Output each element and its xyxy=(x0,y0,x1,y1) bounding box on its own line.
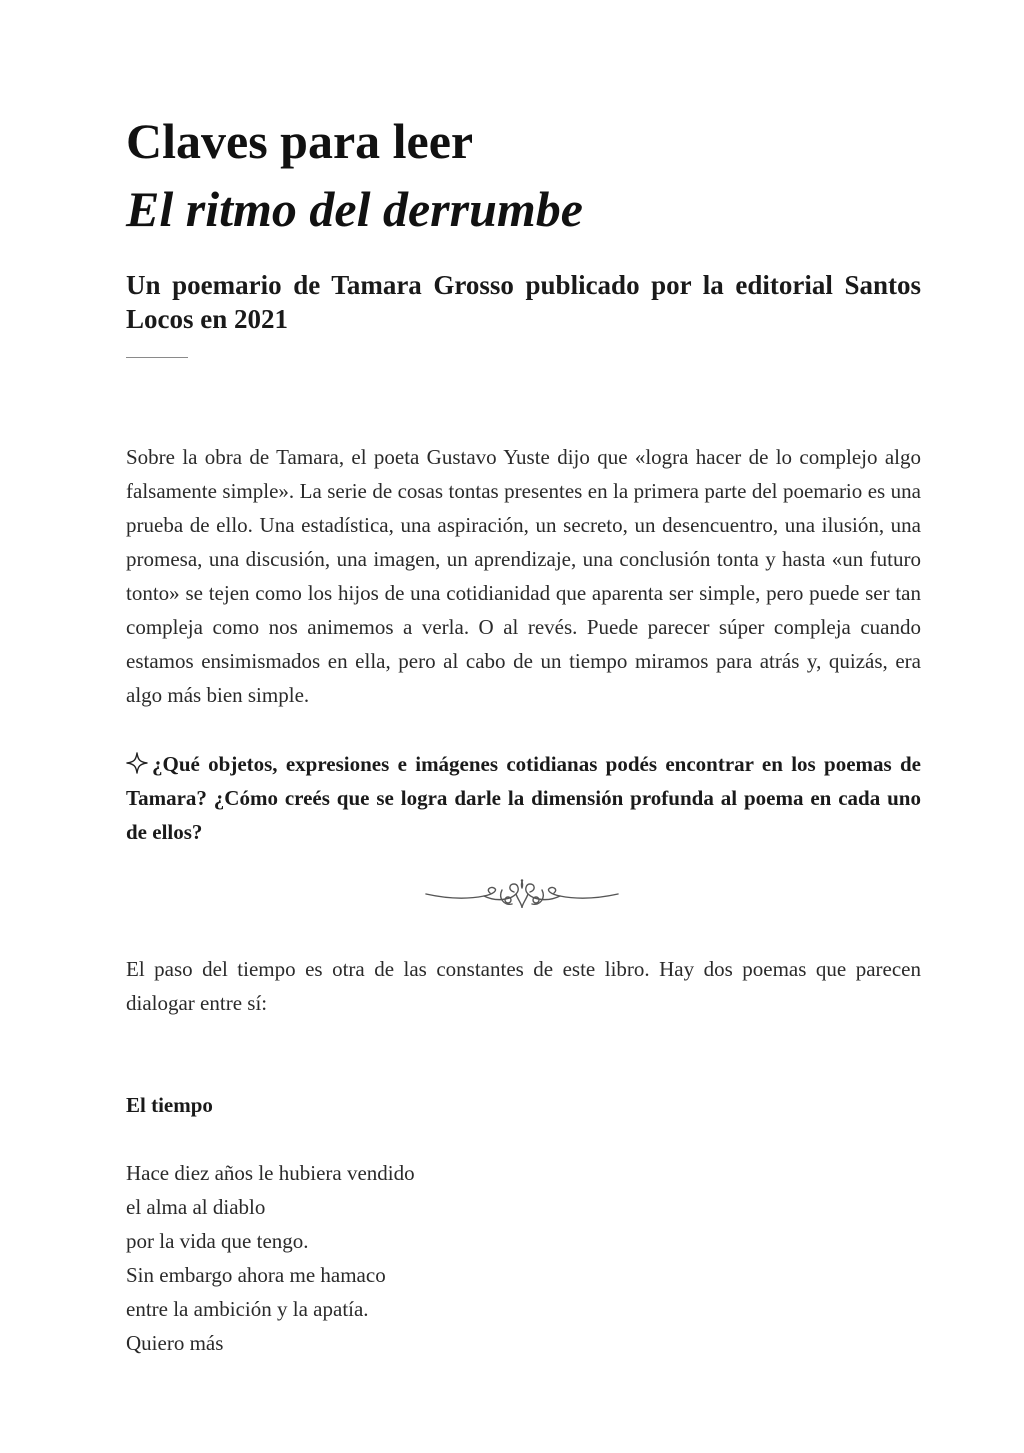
page-title: Claves para leer xyxy=(126,113,474,169)
flourish-ornament-icon xyxy=(424,878,620,912)
intro-paragraph: Sobre la obra de Tamara, el poeta Gustavo Yuste dijo que «logra hacer de lo complejo algo falsamente simple». La serie de cosas tontas presentes en la primera parte del poemario es una prueba de ello. Una estadística, una aspiración, un secreto, un desencuentro, una ilusión, una promesa, una discusión, una imagen, un aprendizaje, una conclusión tonta y hasta «un futuro tonto» se tejen como los hijos de una cotidianidad que aparenta ser simple, pero puede ser tan compleja como nos animemos a verla. O al revés. Puede parecer súper compleja cuando estamos ensimismados en ella, pero al cabo de un tiempo miramos para atrás y, quizás, era algo más bien simple. xyxy=(126,445,921,707)
book-title: El ritmo del derrumbe xyxy=(126,181,583,237)
poem-line: el alma al diablo xyxy=(126,1195,266,1219)
poem-line: por la vida que tengo. xyxy=(126,1229,309,1253)
reading-question xyxy=(126,747,921,849)
section-paragraph: El paso del tiempo es otra de las constantes de este libro. Hay dos poemas que parecen dialogar entre sí: xyxy=(126,957,921,1015)
poem-line: Hace diez años le hubiera vendido xyxy=(126,1161,415,1185)
title-divider xyxy=(126,357,188,358)
poem-lines xyxy=(126,1156,415,1360)
poem-line: Quiero más xyxy=(126,1331,224,1355)
question-text: ¿Qué objetos, expresiones e imágenes cotidianas podés encontrar en los poemas de Tamara? ¿Cómo creés que se logra darle la dimensión profunda al poema en cada uno de ellos? xyxy=(126,752,921,844)
poem-line: Sin embargo ahora me hamaco xyxy=(126,1263,386,1287)
sparkle-icon xyxy=(126,750,148,772)
poem-line: entre la ambición y la apatía. xyxy=(126,1297,369,1321)
page-subtitle: Un poemario de Tamara Grosso publicado por la editorial Santos Locos en 2021 xyxy=(126,270,921,334)
poem-title: El tiempo xyxy=(126,1093,213,1117)
